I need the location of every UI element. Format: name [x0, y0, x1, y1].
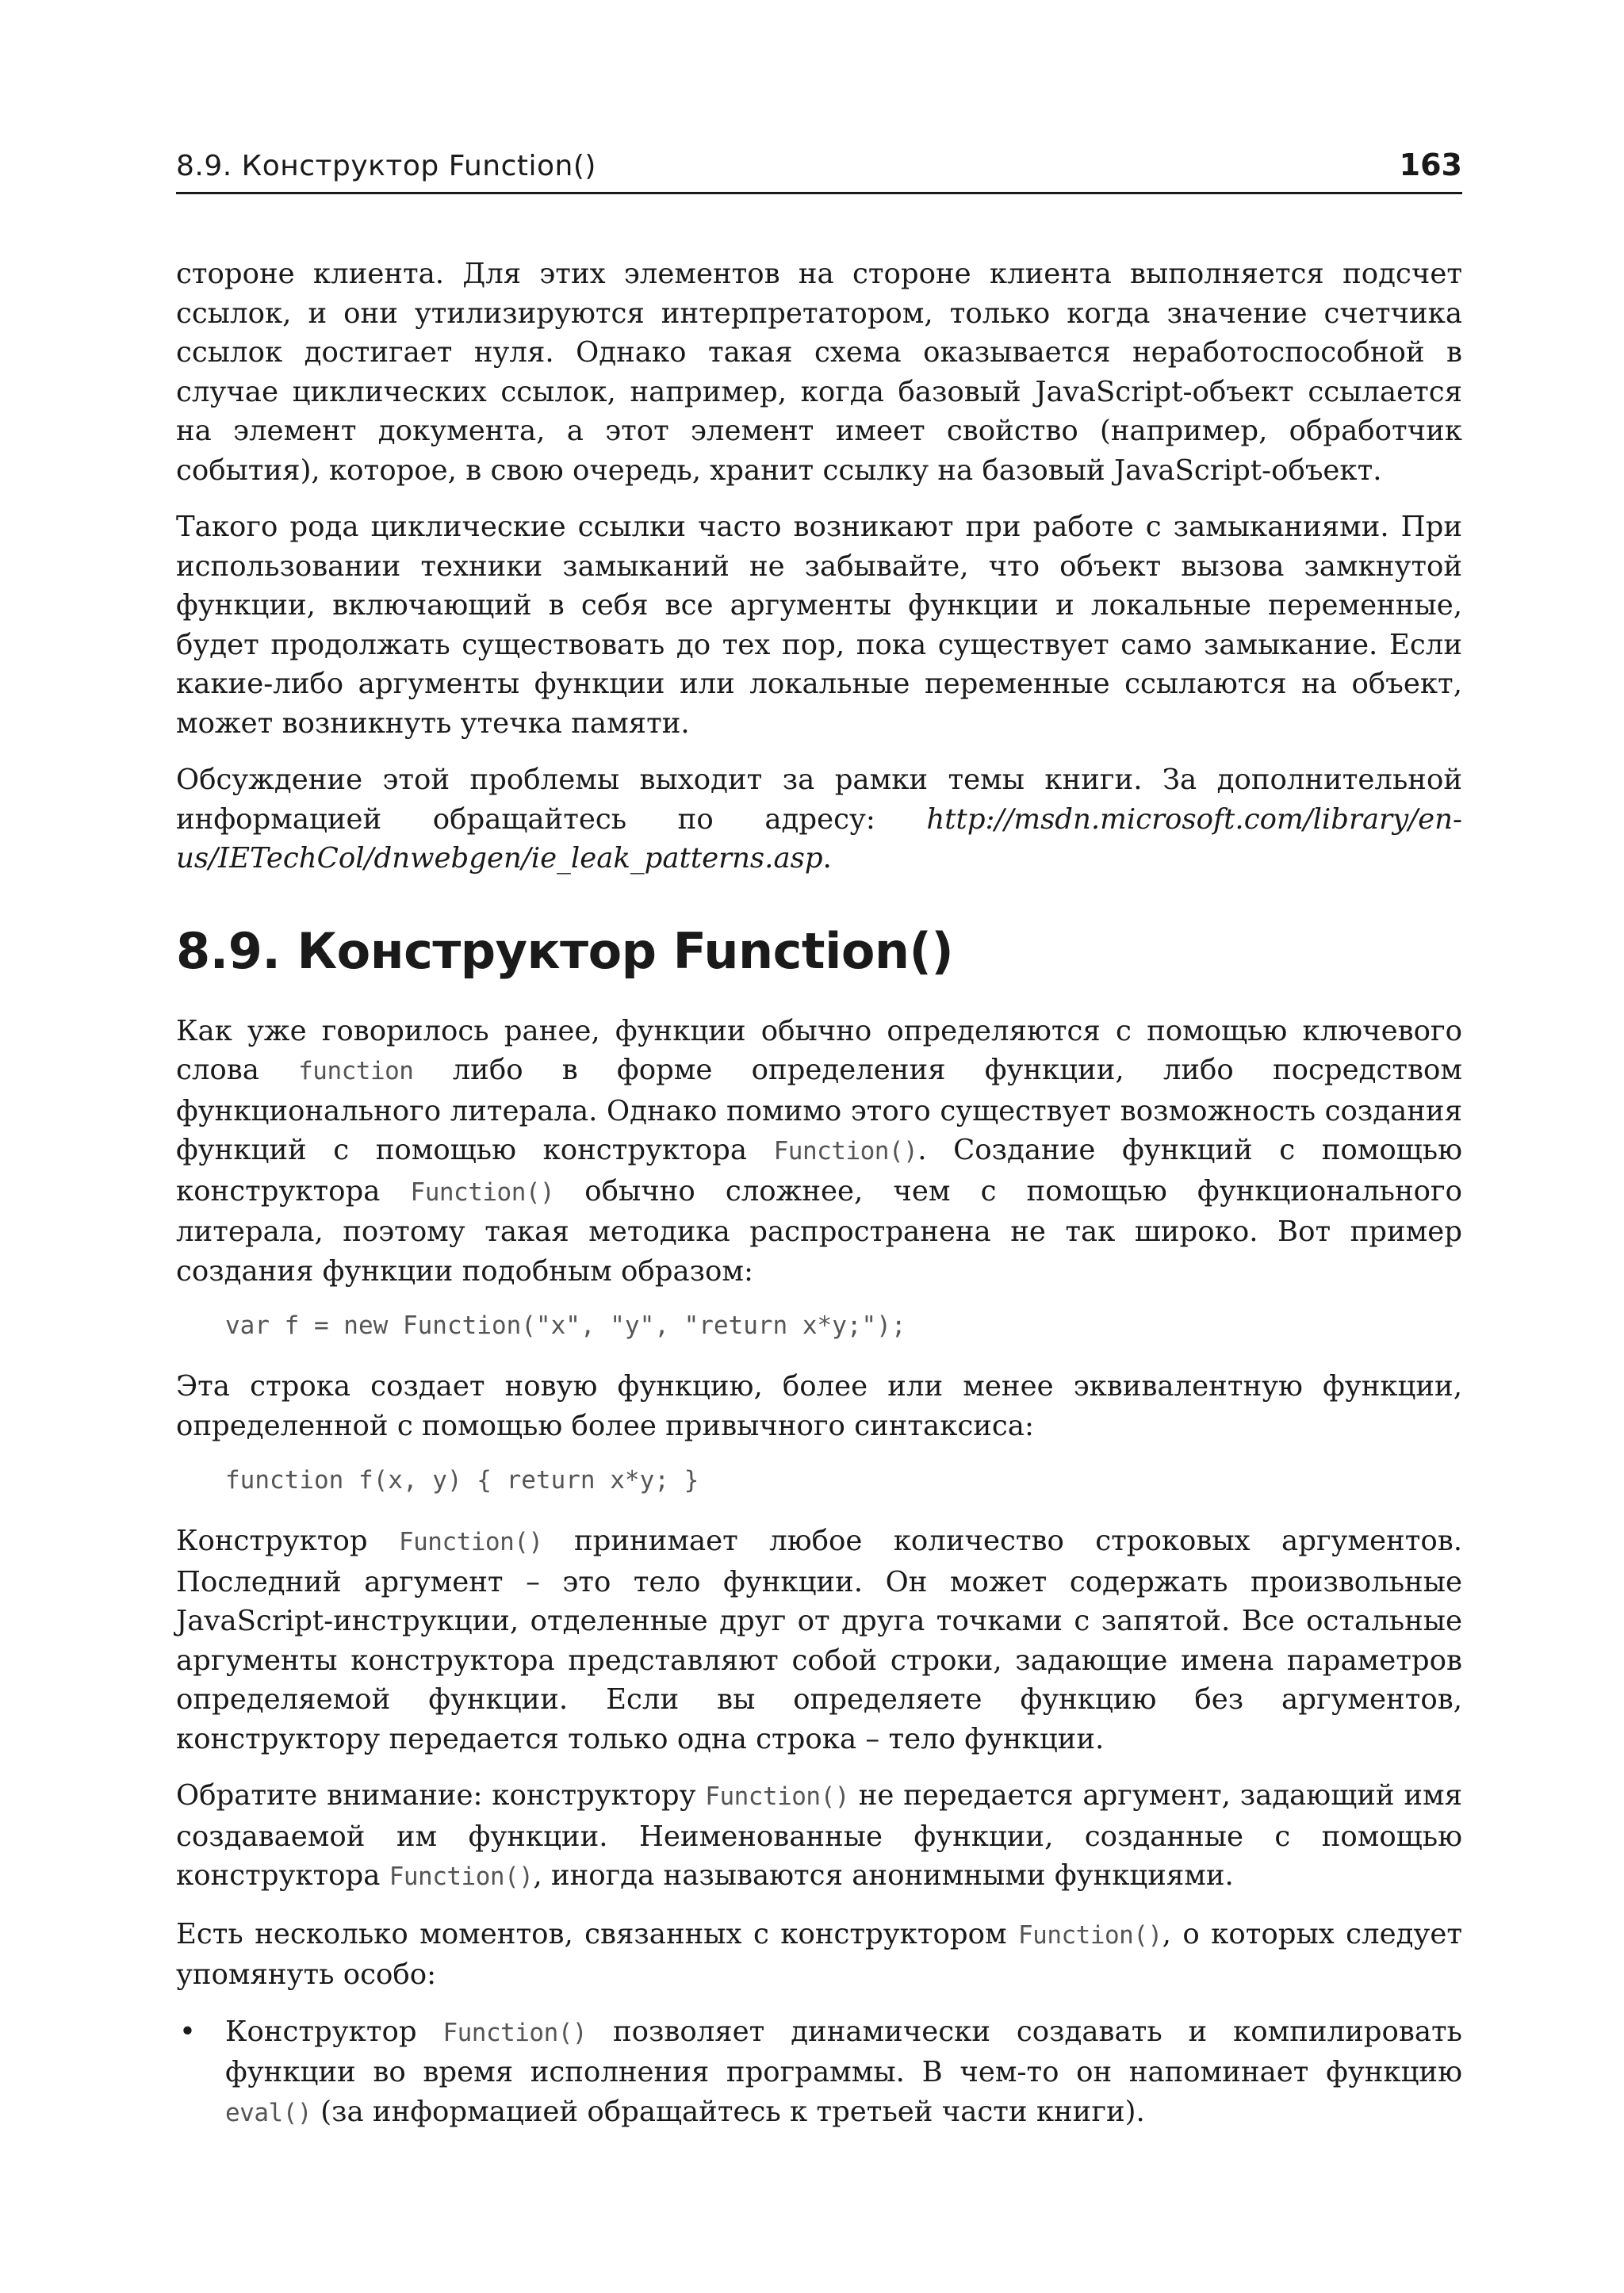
- text-run: . Создание функций с помощью конструктора: [176, 1134, 1462, 1208]
- inline-code: Function(): [705, 1782, 849, 1811]
- text-run: позволяет динамически создавать и компилировать функции во время исполнения программы. В чем-то он напоминает функцию: [225, 2015, 1462, 2088]
- running-header: [176, 147, 1462, 194]
- paragraph-notes-intro: [176, 1915, 1462, 1995]
- text-run: , о которых следует упомянуть особо:: [176, 1917, 1463, 1991]
- paragraph-arguments: [176, 1522, 1462, 1759]
- inline-code: Function(): [773, 1137, 918, 1166]
- msdn-url: http://msdn.microsoft.com/library/en-us/IETechCol/dnwebgen/ie_leak_patterns.asp: [176, 802, 1462, 875]
- paragraph-function-constructor-intro: [176, 1012, 1462, 1292]
- paragraph-anonymous: [176, 1776, 1462, 1897]
- inline-code: eval(): [225, 2098, 312, 2127]
- notes-list: [176, 2012, 1462, 2134]
- text-run: Конструктор: [176, 1525, 399, 1557]
- running-title: 8.9. Конструктор Function(): [176, 150, 596, 182]
- inline-code: Function(): [442, 2018, 588, 2047]
- paragraph-text: стороне клиента. Для этих элементов на стороне клиента выполняется подсчет ссылок, и они утилизируются интерпретатором, только когда значение счетчика ссылок достигает нуля. Однако такая схема оказывается неработоспособной в случае циклических ссылок, например, когда базовый JavaScript-объект ссылается на элемент документа, а этот элемент имеет свойство (например, обработчик события), которое, в свою очередь, хранит ссылку на базовый JavaScript-объект.: [176, 258, 1462, 487]
- section-heading: 8.9. Конструктор Function(): [176, 921, 954, 980]
- paragraph-memory-leaks-3: [176, 760, 1462, 879]
- book-page: [176, 147, 1462, 2133]
- text-run: Конструктор: [225, 2015, 443, 2048]
- page-number: 163: [1399, 147, 1462, 182]
- paragraph-text: Эта строка создает новую функцию, более или менее эквивалентную функции, определенной с помощью более привычного синтаксиса:: [176, 1370, 1462, 1442]
- text-run: , иногда называются анонимными функциями.: [533, 1859, 1234, 1892]
- text-run: не передается аргумент, задающий имя создаваемой им функции. Неименованные функции, созданные с помощью конструктора: [176, 1779, 1462, 1892]
- paragraph-text: Обсуждение этой проблемы выходит за рамки темы книги. За дополнительной информацией обращайтесь по адресу:: [176, 764, 1462, 836]
- paragraph-text: Такого рода циклические ссылки часто возникают при работе с замыканиями. При использовании техники замыканий не забывайте, что объект вызова замкнутой функции, включающий в себя все аргументы функции и локальные переменные, будет продолжать существовать до тех пор, пока существует само замыкание. Если какие-либо аргументы функции или локальные переменные ссылаются на объект, может возникнуть утечка памяти.: [176, 511, 1462, 740]
- list-item: [176, 2012, 1462, 2134]
- inline-code: Function(): [389, 1862, 534, 1891]
- inline-code: Function(): [1018, 1920, 1162, 1950]
- text-run: обычно сложнее, чем с помощью функционального литерала, поэтому такая методика распространена не так широко. Вот пример создания функции подобным образом:: [176, 1174, 1462, 1288]
- text-run: принимает любое количество строковых аргументов. Последний аргумент – это тело функции. Он может содержать произвольные JavaScript-инструкции, отделенные друг от друга точками с запятой. Все остальные аргументы конструктора представляют собой строки, задающие имена параметров определяемой функции. Если вы определяете функцию без аргументов, конструктору передается только одна строка – тело функции.: [176, 1525, 1462, 1755]
- text-run: либо в форме определения функции, либо посредством функционального литерала. Однако помимо этого существует возможность создания функций с помощью конструктора: [176, 1054, 1462, 1166]
- paragraph-memory-leaks-2: [176, 507, 1462, 743]
- text-run: Как уже говорилось ранее, функции обычно определяются с помощью ключевого слова: [176, 1014, 1462, 1086]
- paragraph-memory-leaks-1: [176, 255, 1462, 490]
- code-example-constructor: var f = new Function("x", "y", "return x*y;");: [225, 1311, 906, 1340]
- code-example-literal: function f(x, y) { return x*y; }: [225, 1466, 699, 1495]
- text-run: (за информацией обращайтесь к третьей части книги).: [311, 2095, 1145, 2128]
- paragraph-end: .: [822, 842, 832, 875]
- page-body: [176, 255, 1462, 2133]
- inline-code: function: [298, 1057, 414, 1085]
- bullet-icon: •: [179, 2015, 196, 2048]
- text-run: Обратите внимание: конструктору: [176, 1779, 706, 1812]
- text-run: Есть несколько моментов, связанных с конструктором: [176, 1917, 1018, 1950]
- inline-code: Function(): [410, 1177, 555, 1207]
- paragraph-equivalent: [176, 1367, 1462, 1445]
- inline-code: Function(): [398, 1528, 543, 1556]
